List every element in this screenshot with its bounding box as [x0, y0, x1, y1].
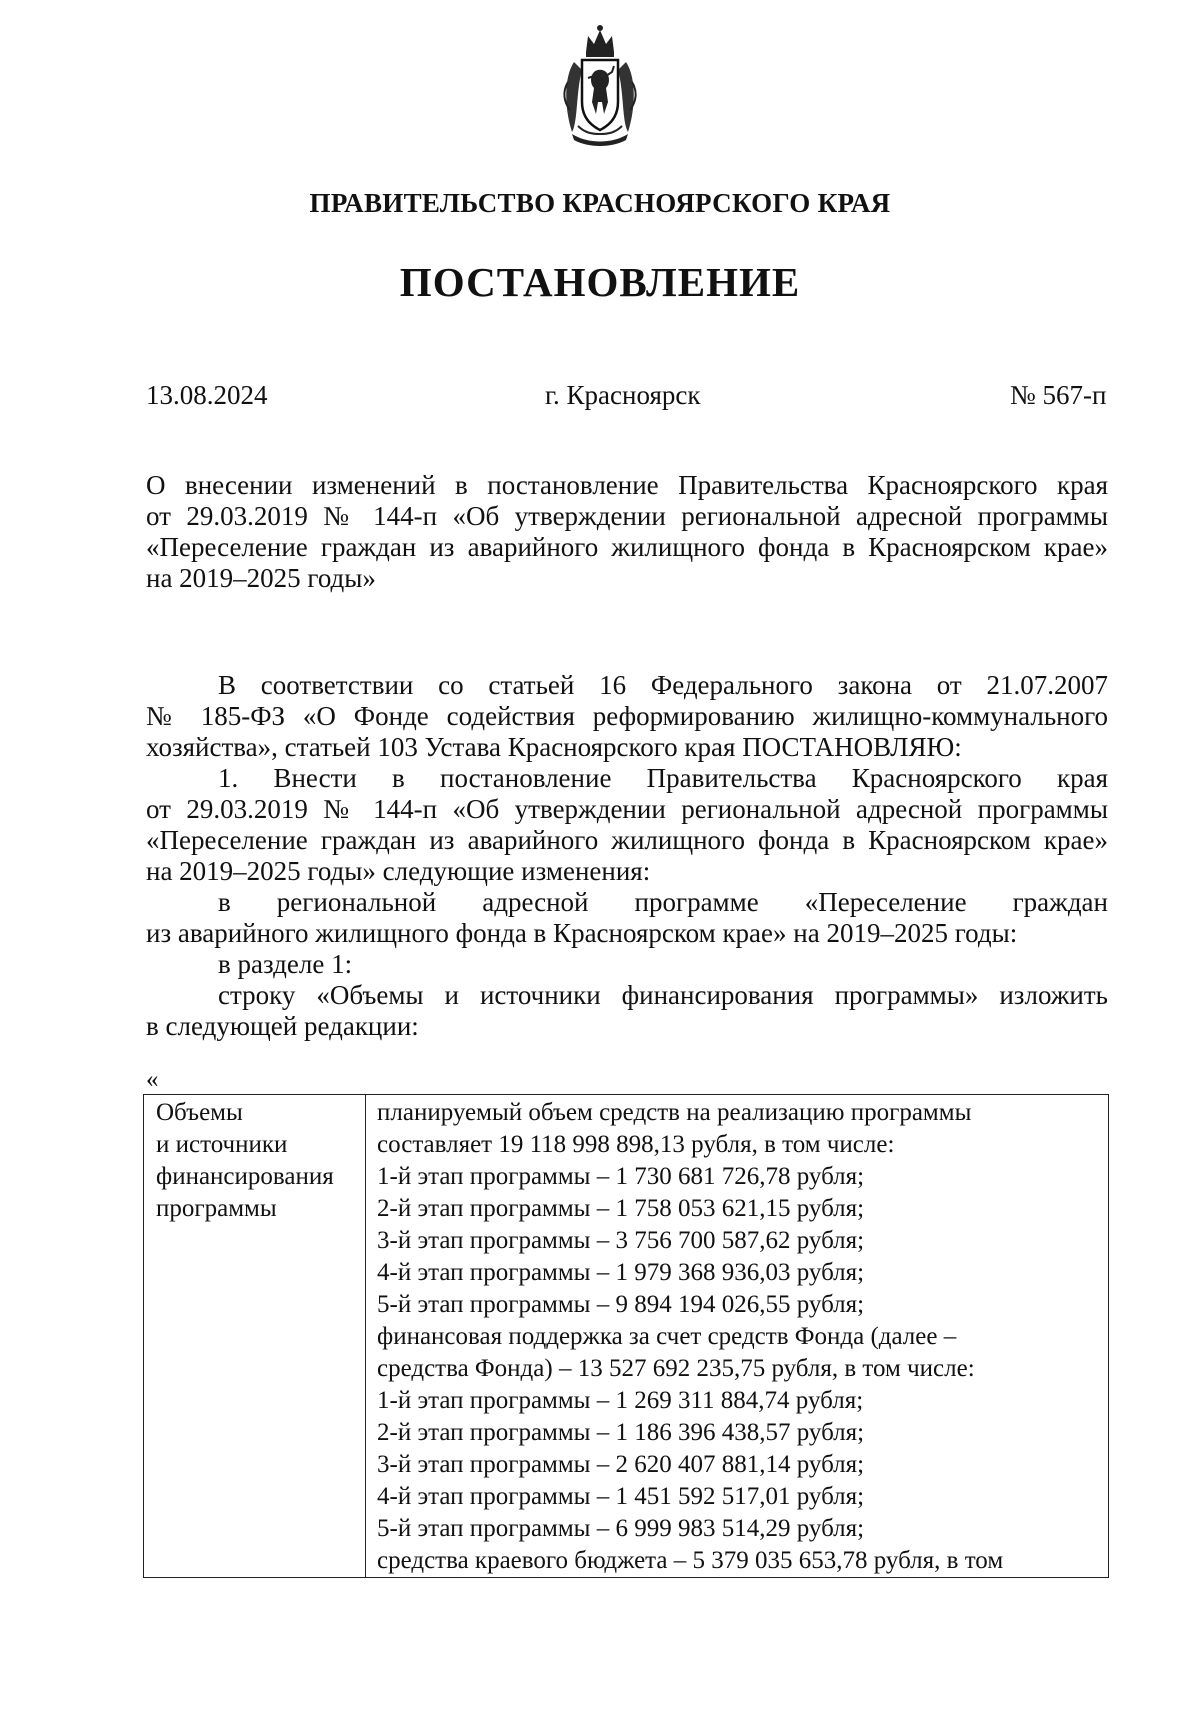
subject-line: «Переселение граждан из аварийного жилищного фонда в Красноярском крае» [146, 532, 1108, 562]
value-line: 5-й этап программы – 9 894 194 026,55 рубля; [377, 1291, 865, 1318]
body-line: хозяйства», статьей 103 Устава Красноярского края ПОСТАНОВЛЯЮ: [146, 732, 962, 762]
body-line: В соответствии со статьей 16 Федерального закона от 21.07.2007 [218, 670, 1108, 700]
subject-line: О внесении изменений в постановление Правительства Красноярского края [146, 470, 1108, 500]
document-subject [146, 470, 1108, 594]
body-line: в разделе 1: [218, 949, 353, 979]
body-line: в следующей редакции: [146, 1011, 419, 1041]
table-row-label-cell [156, 1097, 361, 1225]
body-line: из аварийного жилищного фонда в Красноярском крае» на 2019–2025 годы: [146, 918, 1018, 948]
document-body [146, 670, 1108, 1042]
value-line: финансовая поддержка за счет средств Фонда (далее – [377, 1323, 957, 1350]
value-line: планируемый объем средств на реализацию программы [377, 1099, 972, 1126]
table-column-divider [365, 1095, 366, 1577]
label-line: и источники [156, 1131, 288, 1158]
opening-quote: « [146, 1066, 159, 1093]
financing-table [143, 1094, 1109, 1578]
body-line: «Переселение граждан из аварийного жилищного фонда в Красноярском крае» [146, 825, 1108, 855]
table-value-cell [377, 1097, 1102, 1577]
document-type-title: ПОСТАНОВЛЕНИЕ [399, 259, 801, 305]
value-line: 1-й этап программы – 1 269 311 884,74 рубля; [377, 1387, 864, 1414]
body-line: 1. Внести в постановление Правительства Красноярского края [218, 763, 1108, 793]
body-line: в региональной адресной программе «Переселение граждан [218, 887, 1108, 917]
value-line: 4-й этап программы – 1 451 592 517,01 рубля; [377, 1483, 865, 1510]
body-line: № 185-ФЗ «О Фонде содействия реформированию жилищно-коммунального [146, 701, 1108, 731]
value-line: средства Фонда) – 13 527 692 235,75 рубля, в том числе: [377, 1355, 975, 1382]
value-line: 2-й этап программы – 1 758 053 621,15 рубля; [377, 1195, 865, 1222]
document-city: г. Красноярск [545, 380, 701, 410]
value-line: средства краевого бюджета – 5 379 035 653,78 рубля, в том [377, 1547, 1004, 1574]
value-line: 1-й этап программы – 1 730 681 726,78 рубля; [377, 1163, 865, 1190]
value-line: 5-й этап программы – 6 999 983 514,29 рубля; [377, 1515, 865, 1542]
value-line: составляет 19 118 998 898,13 рубля, в том числе: [377, 1131, 895, 1158]
document-number: № 567-п [1010, 380, 1107, 410]
value-line: 4-й этап программы – 1 979 368 936,03 рубля; [377, 1259, 865, 1286]
value-line: 3-й этап программы – 2 620 407 881,14 рубля; [377, 1451, 865, 1478]
subject-line: на 2019–2025 годы» [146, 563, 376, 593]
label-line: финансирования [156, 1163, 334, 1190]
organization-title: ПРАВИТЕЛЬСТВО КРАСНОЯРСКОГО КРАЯ [309, 188, 891, 218]
label-line: Объемы [156, 1099, 243, 1126]
value-line: 2-й этап программы – 1 186 396 438,57 рубля; [377, 1419, 865, 1446]
label-line: программы [156, 1195, 277, 1222]
body-line: от 29.03.2019 № 144-п «Об утверждении региональной адресной программы [146, 794, 1108, 824]
value-line: 3-й этап программы – 3 756 700 587,62 рубля; [377, 1227, 865, 1254]
document-date: 13.08.2024 [146, 380, 268, 410]
body-line: на 2019–2025 годы» следующие изменения: [146, 856, 651, 886]
body-line: строку «Объемы и источники финансирования программы» изложить [218, 980, 1108, 1010]
subject-line: от 29.03.2019 № 144-п «Об утверждении региональной адресной программы [146, 501, 1108, 531]
coat-of-arms-emblem [560, 22, 640, 150]
